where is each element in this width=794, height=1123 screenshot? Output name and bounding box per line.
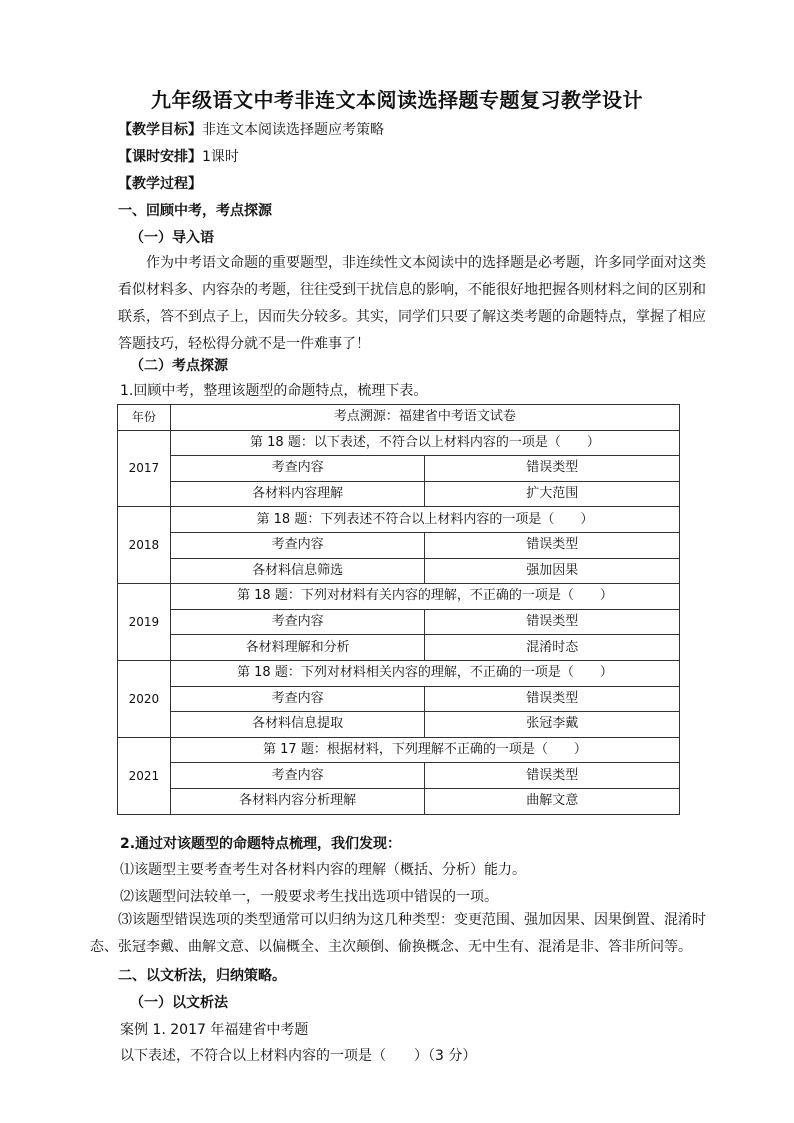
table-row <box>118 481 680 507</box>
error-header-cell: 错误类型 <box>425 609 680 635</box>
error-header-cell: 错误类型 <box>425 532 680 558</box>
year-cell: 2019 <box>118 584 171 661</box>
error-cell: 曲解文意 <box>425 788 680 814</box>
question-cell: 第 17 题：根据材料，下列理解不正确的一项是（ ） <box>170 737 679 763</box>
table-row <box>118 507 680 533</box>
section1-sub1: （一）导入语 <box>130 230 214 246</box>
question-cell: 第 18 题：下列对材料相关内容的理解，不正确的一项是（ ） <box>170 660 679 686</box>
content-header-cell: 考查内容 <box>170 763 425 789</box>
error-cell: 扩大范围 <box>425 481 680 507</box>
content-header-cell: 考查内容 <box>170 456 425 482</box>
table-row <box>118 737 680 763</box>
question-cell: 第 18 题：以下表述，不符合以上材料内容的一项是（ ） <box>170 430 679 456</box>
exam-analysis-table <box>117 404 680 815</box>
teaching-goal-line <box>118 120 384 140</box>
header-year: 年份 <box>118 405 171 431</box>
intro-paragraph: 作为中考语文命题的重要题型，非连续性文本阅读中的选择题是必考题，许多同学面对这类看似材料多、内容杂的考题，往往受到干扰信息的影响，不能很好地把握各则材料之间的区别和联系，答不到点子上，因而失分较多。其实，同学们只要了解这类考题的命题特点，掌握了相应答题技巧，轻松得分就不是一件难事了！ <box>118 255 706 352</box>
teaching-goal-text: 非连文本阅读选择题应考策略 <box>202 122 384 138</box>
schedule-text: 1课时 <box>202 149 239 165</box>
table-header-row <box>118 405 680 431</box>
year-cell: 2020 <box>118 660 171 737</box>
content-cell: 各材料信息提取 <box>170 712 425 738</box>
task1-text: 1.回顾中考，整理该题型的命题特点，梳理下表。 <box>120 383 428 399</box>
year-cell: 2017 <box>118 430 171 507</box>
finding-3: ⑶该题型错误选项的类型通常可以归纳为这几种类型：变更范围、强加因果、因果倒置、混淆时态、张冠李戴、曲解文意、以偏概全、主次颠倒、偷换概念、无中生有、混淆是非、答非所问等。 <box>90 912 706 955</box>
table-row <box>118 532 680 558</box>
content-cell: 各材料信息筛选 <box>170 558 425 584</box>
teaching-goal-label: 【教学目标】 <box>118 122 202 138</box>
schedule-line <box>118 147 239 167</box>
error-header-cell: 错误类型 <box>425 763 680 789</box>
table-row <box>118 712 680 738</box>
table-row <box>118 584 680 610</box>
table-row <box>118 430 680 456</box>
table-row <box>118 788 680 814</box>
section1-heading: 一、回顾中考，考点探源 <box>118 203 272 219</box>
table-row <box>118 635 680 661</box>
error-cell: 张冠李戴 <box>425 712 680 738</box>
table-row <box>118 686 680 712</box>
table-row <box>118 660 680 686</box>
error-header-cell: 错误类型 <box>425 456 680 482</box>
content-header-cell: 考查内容 <box>170 532 425 558</box>
table-row <box>118 763 680 789</box>
findings-heading: 2.通过对该题型的命题特点梳理，我们发现： <box>120 836 402 852</box>
section2-sub1: （一）以文析法 <box>130 995 228 1011</box>
year-cell: 2021 <box>118 737 171 814</box>
document-title: 九年级语文中考非连文本阅读选择题专题复习教学设计 <box>151 88 643 112</box>
case-question: 以下表述，不符合以上材料内容的一项是（ ）（3 分） <box>120 1048 477 1064</box>
content-cell: 各材料理解和分析 <box>170 635 425 661</box>
header-source: 考点溯源：福建省中考语文试卷 <box>170 405 679 431</box>
process-label: 【教学过程】 <box>118 176 202 192</box>
question-cell: 第 18 题：下列表述不符合以上材料内容的一项是（ ） <box>170 507 679 533</box>
content-header-cell: 考查内容 <box>170 686 425 712</box>
question-cell: 第 18 题：下列对材料有关内容的理解，不正确的一项是（ ） <box>170 584 679 610</box>
content-cell: 各材料内容分析理解 <box>170 788 425 814</box>
table-row <box>118 456 680 482</box>
error-cell: 混淆时态 <box>425 635 680 661</box>
section2-heading: 二、以文析法，归纳策略。 <box>118 968 286 984</box>
table-row <box>118 609 680 635</box>
schedule-label: 【课时安排】 <box>118 149 202 165</box>
section1-sub2: （二）考点探源 <box>130 358 228 374</box>
content-cell: 各材料内容理解 <box>170 481 425 507</box>
error-cell: 强加因果 <box>425 558 680 584</box>
content-header-cell: 考查内容 <box>170 609 425 635</box>
case-label: 案例 1. 2017 年福建省中考题 <box>120 1022 309 1038</box>
finding-2: ⑵该题型问法较单一，一般要求考生找出选项中错误的一项。 <box>120 889 498 905</box>
year-cell: 2018 <box>118 507 171 584</box>
table-row <box>118 558 680 584</box>
error-header-cell: 错误类型 <box>425 686 680 712</box>
finding-1: ⑴该题型主要考查考生对各材料内容的理解（概括、分析）能力。 <box>120 862 526 878</box>
